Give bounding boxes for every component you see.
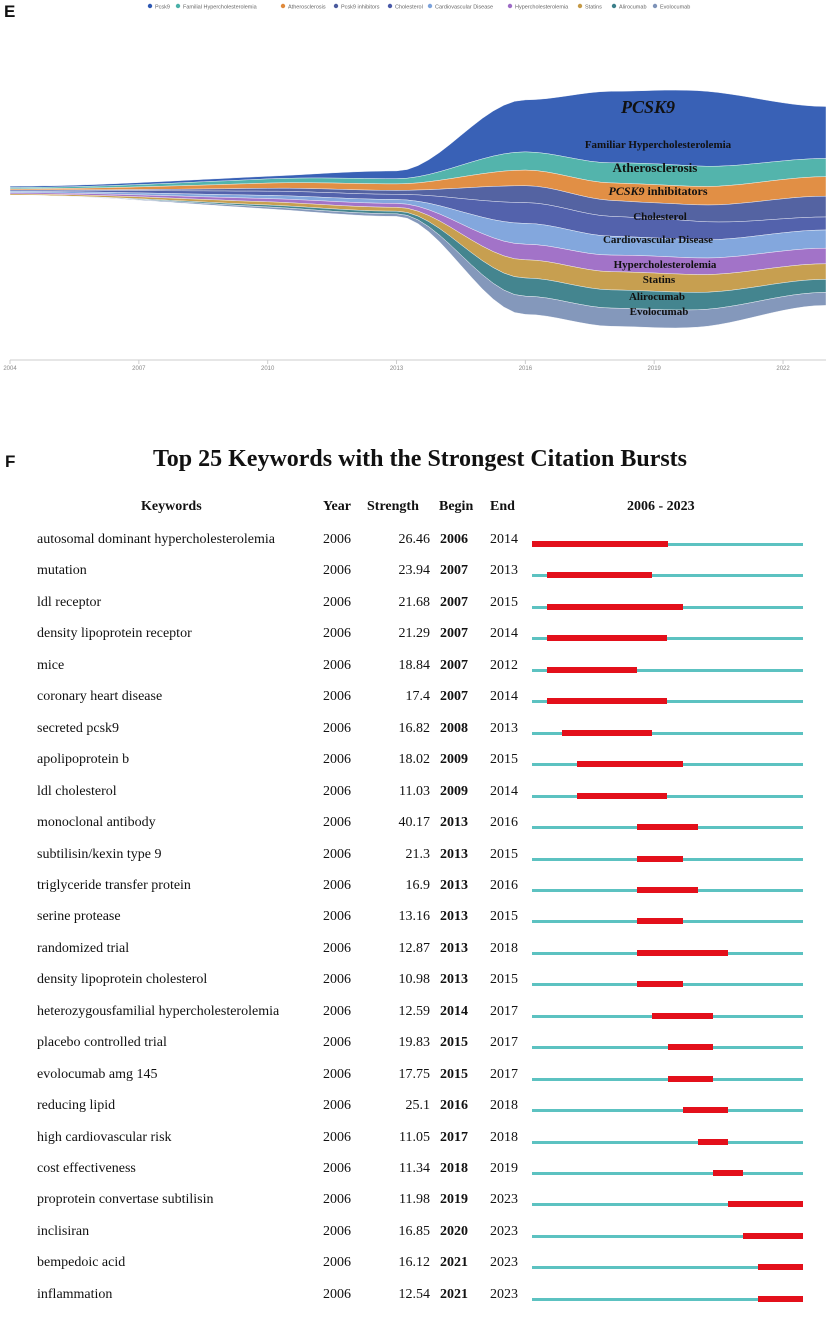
year-cell: 2006 <box>323 563 351 579</box>
stream-label-7: Statins <box>642 274 676 286</box>
panel-f-letter: F <box>5 452 16 471</box>
legend-item-7[interactable]: Statins <box>585 4 602 11</box>
year-cell: 2006 <box>323 1003 351 1019</box>
stream-label-9: Evolocumab <box>629 306 689 318</box>
year-cell: 2006 <box>323 1035 351 1051</box>
legend-marker-7[interactable] <box>578 4 582 8</box>
keyword-cell: heterozygousfamilial hypercholesterolemia <box>37 1003 280 1019</box>
end-cell: 2015 <box>490 972 518 988</box>
keyword-cell: density lipoprotein receptor <box>37 626 192 642</box>
keyword-cell: ldl cholesterol <box>37 783 117 799</box>
burst-bar <box>637 887 697 893</box>
burst-bar <box>713 1170 743 1176</box>
keyword-cell: apolipoprotein b <box>37 752 130 768</box>
year-cell: 2006 <box>323 594 351 610</box>
stream-label-2: Atherosclerosis <box>612 160 698 175</box>
keyword-cell: placebo controlled trial <box>37 1035 167 1051</box>
burst-bar <box>668 1044 713 1050</box>
legend-marker-1[interactable] <box>176 4 180 8</box>
table-row <box>0 562 840 592</box>
year-cell: 2006 <box>323 972 351 988</box>
strength-cell: 13.16 <box>398 909 430 925</box>
begin-cell: 2013 <box>440 815 468 831</box>
year-cell: 2006 <box>323 846 351 862</box>
begin-cell: 2013 <box>440 940 468 956</box>
begin-cell: 2007 <box>440 657 468 673</box>
header-year: Year <box>323 499 351 514</box>
strength-cell: 16.82 <box>398 720 430 736</box>
legend-item-3[interactable]: Pcsk9 inhibitors <box>341 4 380 11</box>
keyword-cell: serine protease <box>37 909 121 925</box>
year-cell: 2006 <box>323 940 351 956</box>
begin-cell: 2019 <box>440 1192 468 1208</box>
end-cell: 2014 <box>490 689 518 705</box>
table-row <box>0 1286 840 1316</box>
begin-cell: 2008 <box>440 720 468 736</box>
stream-label-3: PCSK9 inhibitators <box>608 184 708 198</box>
x-tick-label-1: 2007 <box>132 366 146 372</box>
burst-bar <box>532 541 668 547</box>
burst-bar <box>758 1296 803 1302</box>
end-cell: 2016 <box>490 815 518 831</box>
keyword-cell: evolocumab amg 145 <box>37 1066 158 1082</box>
stream-label-5: Cardiovascular Disease <box>602 234 714 246</box>
end-cell: 2023 <box>490 1192 518 1208</box>
year-cell: 2006 <box>323 1255 351 1271</box>
strength-cell: 25.1 <box>405 1098 430 1114</box>
burst-bar <box>577 793 667 799</box>
end-cell: 2019 <box>490 1161 518 1176</box>
strength-cell: 23.94 <box>398 563 430 579</box>
begin-cell: 2016 <box>440 1098 468 1114</box>
year-cell: 2006 <box>323 626 351 642</box>
year-cell: 2006 <box>323 1192 351 1208</box>
end-cell: 2023 <box>490 1223 518 1239</box>
header-end: End <box>490 499 515 514</box>
timeline-bar <box>532 1141 803 1144</box>
begin-cell: 2007 <box>440 563 468 579</box>
begin-cell: 2009 <box>440 783 468 799</box>
end-cell: 2017 <box>490 1003 518 1019</box>
strength-cell: 40.17 <box>398 815 430 831</box>
year-cell: 2006 <box>323 815 351 831</box>
legend-marker-4[interactable] <box>388 4 392 8</box>
table-row <box>0 940 840 970</box>
legend-item-2[interactable]: Atherosclerosis <box>288 4 326 11</box>
year-cell: 2006 <box>323 720 351 736</box>
strength-cell: 12.87 <box>398 940 430 956</box>
table-row <box>0 1223 840 1253</box>
x-tick-label-4: 2016 <box>518 366 533 372</box>
end-cell: 2015 <box>490 752 518 768</box>
begin-cell: 2013 <box>440 846 468 862</box>
burst-bar <box>562 730 652 736</box>
burst-bar <box>743 1233 803 1239</box>
strength-cell: 16.9 <box>405 877 430 893</box>
stream-label-6: Hypercholesterolemia <box>613 259 717 271</box>
legend-item-0[interactable]: Pcsk9 <box>155 4 170 11</box>
begin-cell: 2007 <box>440 689 468 705</box>
begin-cell: 2013 <box>440 972 468 988</box>
end-cell: 2015 <box>490 594 518 610</box>
strength-cell: 21.29 <box>398 626 430 642</box>
legend-marker-5[interactable] <box>428 4 432 8</box>
year-cell: 2006 <box>323 877 351 893</box>
end-cell: 2017 <box>490 1035 518 1051</box>
strength-cell: 21.68 <box>398 594 430 610</box>
keyword-cell: mice <box>37 657 65 673</box>
begin-cell: 2020 <box>440 1223 468 1239</box>
burst-bar <box>728 1201 803 1207</box>
streamgraph-chart <box>0 0 840 380</box>
end-cell: 2023 <box>490 1286 518 1302</box>
header-strength: Strength <box>367 499 419 514</box>
legend-item-5[interactable]: Cardiovascular Disease <box>435 4 494 11</box>
burst-bar <box>683 1107 728 1113</box>
burst-bar <box>577 761 682 767</box>
strength-cell: 21.3 <box>405 846 430 862</box>
table-row <box>0 1003 840 1033</box>
table-row <box>0 1097 840 1127</box>
timeline-bar <box>532 795 803 798</box>
stream-label-4: Cholesterol <box>633 211 687 223</box>
end-cell: 2014 <box>490 626 518 642</box>
begin-cell: 2017 <box>440 1129 468 1145</box>
keyword-cell: proprotein convertase subtilisin <box>37 1192 214 1208</box>
keyword-cell: mutation <box>37 563 87 579</box>
legend-marker-9[interactable] <box>653 4 657 8</box>
table-row <box>0 1191 840 1221</box>
keyword-cell: density lipoprotein cholesterol <box>37 972 208 988</box>
legend-marker-3[interactable] <box>334 4 338 8</box>
keyword-cell: randomized trial <box>37 940 130 956</box>
burst-bar <box>758 1264 803 1270</box>
timeline-bar <box>532 1109 803 1112</box>
x-tick-label-6: 2022 <box>776 366 790 372</box>
strength-cell: 16.85 <box>398 1223 430 1239</box>
legend-item-1[interactable]: Familial Hypercholesterolemia <box>183 4 257 11</box>
streamgraph-legend <box>148 4 690 11</box>
strength-cell: 12.54 <box>398 1286 430 1302</box>
burst-bar <box>637 824 697 830</box>
burst-bar <box>637 981 682 987</box>
strength-cell: 11.34 <box>399 1161 430 1176</box>
year-cell: 2006 <box>323 1161 351 1176</box>
keyword-cell: high cardiovascular risk <box>37 1129 172 1145</box>
strength-cell: 16.12 <box>398 1255 430 1271</box>
table-row <box>0 594 840 624</box>
legend-item-9[interactable]: Evolocumab <box>660 4 691 11</box>
x-tick-label-2: 2010 <box>261 366 275 372</box>
header-keywords: Keywords <box>141 499 202 514</box>
legend-item-8[interactable]: Alirocumab <box>619 4 647 11</box>
table-row <box>0 971 840 1001</box>
legend-marker-6[interactable] <box>508 4 512 8</box>
burst-bar <box>668 1076 713 1082</box>
end-cell: 2023 <box>490 1255 518 1271</box>
begin-cell: 2018 <box>440 1161 468 1176</box>
table-row <box>0 720 840 750</box>
table-row <box>0 751 840 781</box>
begin-cell: 2009 <box>440 752 468 768</box>
stream-label-1: Familiar Hypercholesterolemia <box>584 139 732 151</box>
strength-cell: 11.05 <box>399 1129 430 1145</box>
table-row <box>0 688 840 718</box>
burst-bar <box>547 635 667 641</box>
strength-cell: 26.46 <box>398 532 430 547</box>
table-row <box>0 1129 840 1159</box>
end-cell: 2012 <box>490 657 518 673</box>
table-row <box>0 1034 840 1064</box>
end-cell: 2018 <box>490 1129 518 1145</box>
panel-e-letter: E <box>4 2 16 21</box>
end-cell: 2014 <box>490 532 518 547</box>
begin-cell: 2006 <box>440 532 468 547</box>
year-cell: 2006 <box>323 1066 351 1082</box>
year-cell: 2006 <box>323 1286 351 1302</box>
burst-bar <box>637 950 727 956</box>
end-cell: 2015 <box>490 909 518 925</box>
x-tick-label-0: 2004 <box>3 366 17 372</box>
year-cell: 2006 <box>323 1223 351 1239</box>
keyword-cell: coronary heart disease <box>37 689 163 705</box>
strength-cell: 17.4 <box>405 689 430 705</box>
begin-cell: 2021 <box>440 1286 468 1302</box>
begin-cell: 2021 <box>440 1255 468 1271</box>
keyword-cell: autosomal dominant hypercholesterolemia <box>37 532 275 547</box>
table-row <box>0 1066 840 1096</box>
table-row <box>0 877 840 907</box>
table-row <box>0 625 840 655</box>
strength-cell: 12.59 <box>398 1003 430 1019</box>
begin-cell: 2015 <box>440 1035 468 1051</box>
begin-cell: 2015 <box>440 1066 468 1082</box>
year-cell: 2006 <box>323 657 351 673</box>
keyword-cell: secreted pcsk9 <box>37 720 120 736</box>
burst-bar <box>698 1139 728 1145</box>
table-row <box>0 657 840 687</box>
begin-cell: 2013 <box>440 909 468 925</box>
stream-label-8: Alirocumab <box>628 291 686 303</box>
end-cell: 2013 <box>490 563 518 579</box>
burst-bar <box>637 856 682 862</box>
table-row <box>0 1254 840 1284</box>
keyword-cell: inflammation <box>37 1286 113 1302</box>
year-cell: 2006 <box>323 532 351 547</box>
burst-bar <box>547 698 667 704</box>
strength-cell: 11.03 <box>399 783 430 799</box>
table-row <box>0 1160 840 1190</box>
burst-bar <box>547 572 652 578</box>
stream-label-0: PCSK9 <box>620 97 676 117</box>
year-cell: 2006 <box>323 689 351 705</box>
year-cell: 2006 <box>323 783 351 799</box>
end-cell: 2015 <box>490 846 518 862</box>
keyword-cell: cost effectiveness <box>37 1161 136 1176</box>
end-cell: 2013 <box>490 720 518 736</box>
legend-item-4[interactable]: Cholesterol <box>395 4 423 11</box>
begin-cell: 2013 <box>440 877 468 893</box>
burst-bar <box>547 604 683 610</box>
x-tick-label-3: 2013 <box>389 366 404 372</box>
x-axis-ticks <box>3 360 790 372</box>
table-row <box>0 531 840 561</box>
table-row <box>0 783 840 813</box>
header-timeline-range: 2006 - 2023 <box>627 499 695 514</box>
begin-cell: 2007 <box>440 594 468 610</box>
burst-bar <box>547 667 637 673</box>
legend-marker-8[interactable] <box>612 4 616 8</box>
year-cell: 2006 <box>323 1098 351 1114</box>
burst-bar <box>652 1013 712 1019</box>
keyword-cell: monoclonal antibody <box>37 815 156 831</box>
strength-cell: 18.84 <box>398 657 430 673</box>
header-begin: Begin <box>439 499 474 514</box>
legend-marker-2[interactable] <box>281 4 285 8</box>
x-tick-label-5: 2019 <box>647 366 661 372</box>
end-cell: 2018 <box>490 1098 518 1114</box>
strength-cell: 10.98 <box>398 972 430 988</box>
end-cell: 2016 <box>490 877 518 893</box>
end-cell: 2017 <box>490 1066 518 1082</box>
keyword-cell: reducing lipid <box>37 1098 116 1114</box>
timeline-bar <box>532 1172 803 1175</box>
end-cell: 2018 <box>490 940 518 956</box>
strength-cell: 17.75 <box>398 1066 430 1082</box>
stream-layers <box>10 90 826 328</box>
legend-marker-0[interactable] <box>148 4 152 8</box>
begin-cell: 2007 <box>440 626 468 642</box>
strength-cell: 19.83 <box>398 1035 430 1051</box>
keyword-cell: ldl receptor <box>37 594 102 610</box>
year-cell: 2006 <box>323 909 351 925</box>
table-row <box>0 846 840 876</box>
year-cell: 2006 <box>323 1129 351 1145</box>
year-cell: 2006 <box>323 752 351 768</box>
keyword-cell: inclisiran <box>37 1223 90 1239</box>
keyword-cell: triglyceride transfer protein <box>37 877 191 893</box>
begin-cell: 2014 <box>440 1003 468 1019</box>
strength-cell: 18.02 <box>398 752 430 768</box>
strength-cell: 11.98 <box>399 1192 430 1208</box>
legend-item-6[interactable]: Hypercholesterolemia <box>515 4 569 11</box>
table-row <box>0 814 840 844</box>
keyword-cell: subtilisin/kexin type 9 <box>37 846 162 862</box>
keyword-cell: bempedoic acid <box>37 1255 126 1271</box>
end-cell: 2014 <box>490 783 518 799</box>
burst-bar <box>637 918 682 924</box>
table-row <box>0 908 840 938</box>
burst-table-title: Top 25 Keywords with the Strongest Citation Bursts <box>152 446 688 472</box>
